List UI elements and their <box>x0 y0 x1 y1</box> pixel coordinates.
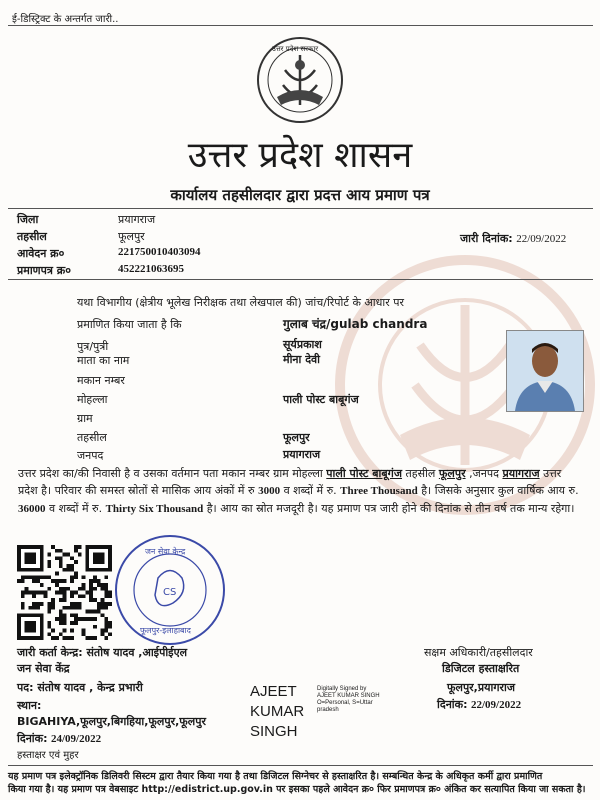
para-text-3: ,जनपद <box>469 467 499 480</box>
government-title: उत्तर प्रदेश शासन <box>187 135 413 176</box>
left-date-label: दिनांक: <box>17 732 48 745</box>
para-monthly-words: Three Thousand <box>340 485 418 497</box>
applicant-photo <box>506 330 584 412</box>
footer-line-1: यह प्रमाण पत्र इलेक्ट्रॉनिक डिलिवरी सिस्टम द्वारा तैयार किया गया है तथा डिजिटल सिग्नेचर से हस्ताक्षरित है। सम्बन्धित केन्द्र के अधिकृत कर्मी द्वारा प्रमाणित <box>8 771 543 782</box>
house-label: मकान नम्बर <box>77 374 125 387</box>
tehsil-value: फूलपुर <box>118 230 145 243</box>
footer-divider <box>8 765 593 766</box>
signature-seal-label: हस्ताक्षर एवं मुहर <box>17 750 79 761</box>
tehsil-label: तहसील <box>17 230 47 243</box>
right-date-label: दिनांक: <box>437 698 468 711</box>
stamp-bottom-text: फूलपुर-इलाहाबाद <box>140 626 191 635</box>
district-label: जिला <box>17 213 39 226</box>
para-text-9: है। आय का स्रोत मजदूरी है। यह प्रमाण पत्र जारी होने की दिनांक से तीन वर्ष तक मान्य रहेगा। <box>206 502 575 515</box>
left-date <box>17 731 101 746</box>
emblem-text: उत्तर प्रदेश सरकार <box>272 45 319 53</box>
para-monthly-income: 3000 <box>258 485 281 497</box>
janpad-label: जनपद <box>77 449 104 462</box>
issue-date-label: जारी दिनांक: <box>460 232 513 245</box>
para-text-8: व शब्दों में रु. <box>49 502 103 515</box>
para-text-5: व शब्दों में रु. <box>283 484 337 497</box>
place-value: BIGAHIYA,फूलपुर,बिगहिया,फूलपुर,फूलपुर <box>17 715 206 728</box>
signature-info-line-3: O=Personal, S=Uttar <box>317 700 373 706</box>
digital-signature-name <box>250 682 304 742</box>
digital-signature-info <box>317 686 380 714</box>
janpad-value: प्रयागराज <box>283 448 321 461</box>
qr-code <box>17 545 112 640</box>
info-divider <box>8 279 593 280</box>
right-date-value: 22/09/2022 <box>471 699 522 711</box>
right-date <box>437 697 521 712</box>
mohalla-label: मोहल्ला <box>77 393 108 406</box>
svg-text:CS: CS <box>163 587 177 598</box>
issuer-center: जारी कर्ता केन्द्र: संतोष यादव ,आईपीईएल <box>17 646 188 659</box>
certificate-number-value: 452221063695 <box>118 263 184 275</box>
parent-label: पुत्र/पुत्री <box>77 340 109 353</box>
village-label: ग्राम <box>77 412 93 425</box>
footer-line-2: किया गया है। यह प्रमाण पत्र वेबसाइट http://edistrict.up.gov.in पर इसका पहले आवेदन क्र० फिर प्रमाणपत्र क्र० अंकित कर सत्यापित किया जा सकता है। <box>8 784 586 795</box>
left-date-value: 24/09/2022 <box>51 733 102 745</box>
application-value: 221750010403094 <box>118 246 201 258</box>
holder-name: गुलाब चंद्र/gulab chandra <box>283 317 428 331</box>
signature-info-line-1: Digitally Signed by <box>317 686 367 692</box>
signature-info-line-4: pradesh <box>317 707 339 713</box>
issue-date <box>460 231 566 246</box>
signature-name-line-1: AJEET <box>250 683 297 700</box>
edistrict-note: ई-डिस्ट्रिक्ट के अन्तर्गत जारी.. <box>12 14 119 25</box>
application-label: आवेदन क्र० <box>17 247 65 260</box>
competent-officer: सक्षम अधिकारी/तहसीलदार <box>424 646 533 659</box>
mohalla-value: पाली पोस्ट बाबूगंज <box>283 393 359 406</box>
para-annual-income: 36000 <box>18 503 46 515</box>
parent-value: सूर्यप्रकाश <box>283 338 322 351</box>
issue-date-value: 22/09/2022 <box>516 233 567 245</box>
signature-info-line-2: AJEET KUMAR SINGH <box>317 693 380 699</box>
signature-name-line-3: SINGH <box>250 723 298 740</box>
jan-seva-kendra: जन सेवा केंद्र <box>17 662 70 675</box>
top-divider <box>8 25 593 26</box>
para-mohalla: पाली पोस्ट बाबूगंज <box>326 467 403 480</box>
para-janpad: प्रयागराज <box>502 467 540 480</box>
mother-value: मीना देवी <box>283 353 321 366</box>
para-annual-words: Thirty Six Thousand <box>105 503 204 515</box>
place-label: स्थान: <box>17 699 42 712</box>
para-text-2: तहसील <box>405 467 436 480</box>
certificate-paragraph <box>18 465 584 518</box>
mother-label: माता का नाम <box>77 354 130 367</box>
footer-note <box>8 770 593 796</box>
title-divider <box>8 208 593 209</box>
digital-signed-label: डिजिटल हस्ताक्षरित <box>442 662 520 675</box>
certified-label: प्रमाणित किया जाता है कि <box>77 318 182 331</box>
officer-place: फूलपुर,प्रयागराज <box>447 681 516 694</box>
para-text-7: जिसके अनुसार कुल वार्षिक आय रु. <box>434 484 579 497</box>
certificate-number-label: प्रमाणपत्र क्र० <box>17 264 71 277</box>
para-tehsil: फूलपुर <box>438 467 466 480</box>
issuer-post: पद: संतोष यादव , केन्द्र प्रभारी <box>17 681 143 694</box>
signature-name-line-2: KUMAR <box>250 703 305 720</box>
detail-tehsil-label: तहसील <box>77 431 107 444</box>
detail-tehsil-value: फूलपुर <box>283 431 310 444</box>
stamp-top-text: जन सेवा केन्द्र <box>145 547 186 556</box>
para-text-1: उत्तर प्रदेश का/की निवासी है व उसका वर्तमान पता मकान नम्बर ग्राम मोहल्ला <box>18 467 323 480</box>
para-text-4: उत्तर प्रदेश है। परिवार की समस्त स्रोतों से मासिक आय अंकों में रु <box>18 467 562 497</box>
intro-text: यथा विभागीय (क्षेत्रीय भूलेख निरीक्षक तथा लेखपाल की) जांच/रिपोर्ट के आधार पर <box>77 296 404 309</box>
district-value: प्रयागराज <box>118 213 156 226</box>
para-text-6: है। <box>421 484 432 497</box>
certificate-title: कार्यालय तहसीलदार द्वारा प्रदत्त आय प्रमाण पत्र <box>170 186 430 204</box>
